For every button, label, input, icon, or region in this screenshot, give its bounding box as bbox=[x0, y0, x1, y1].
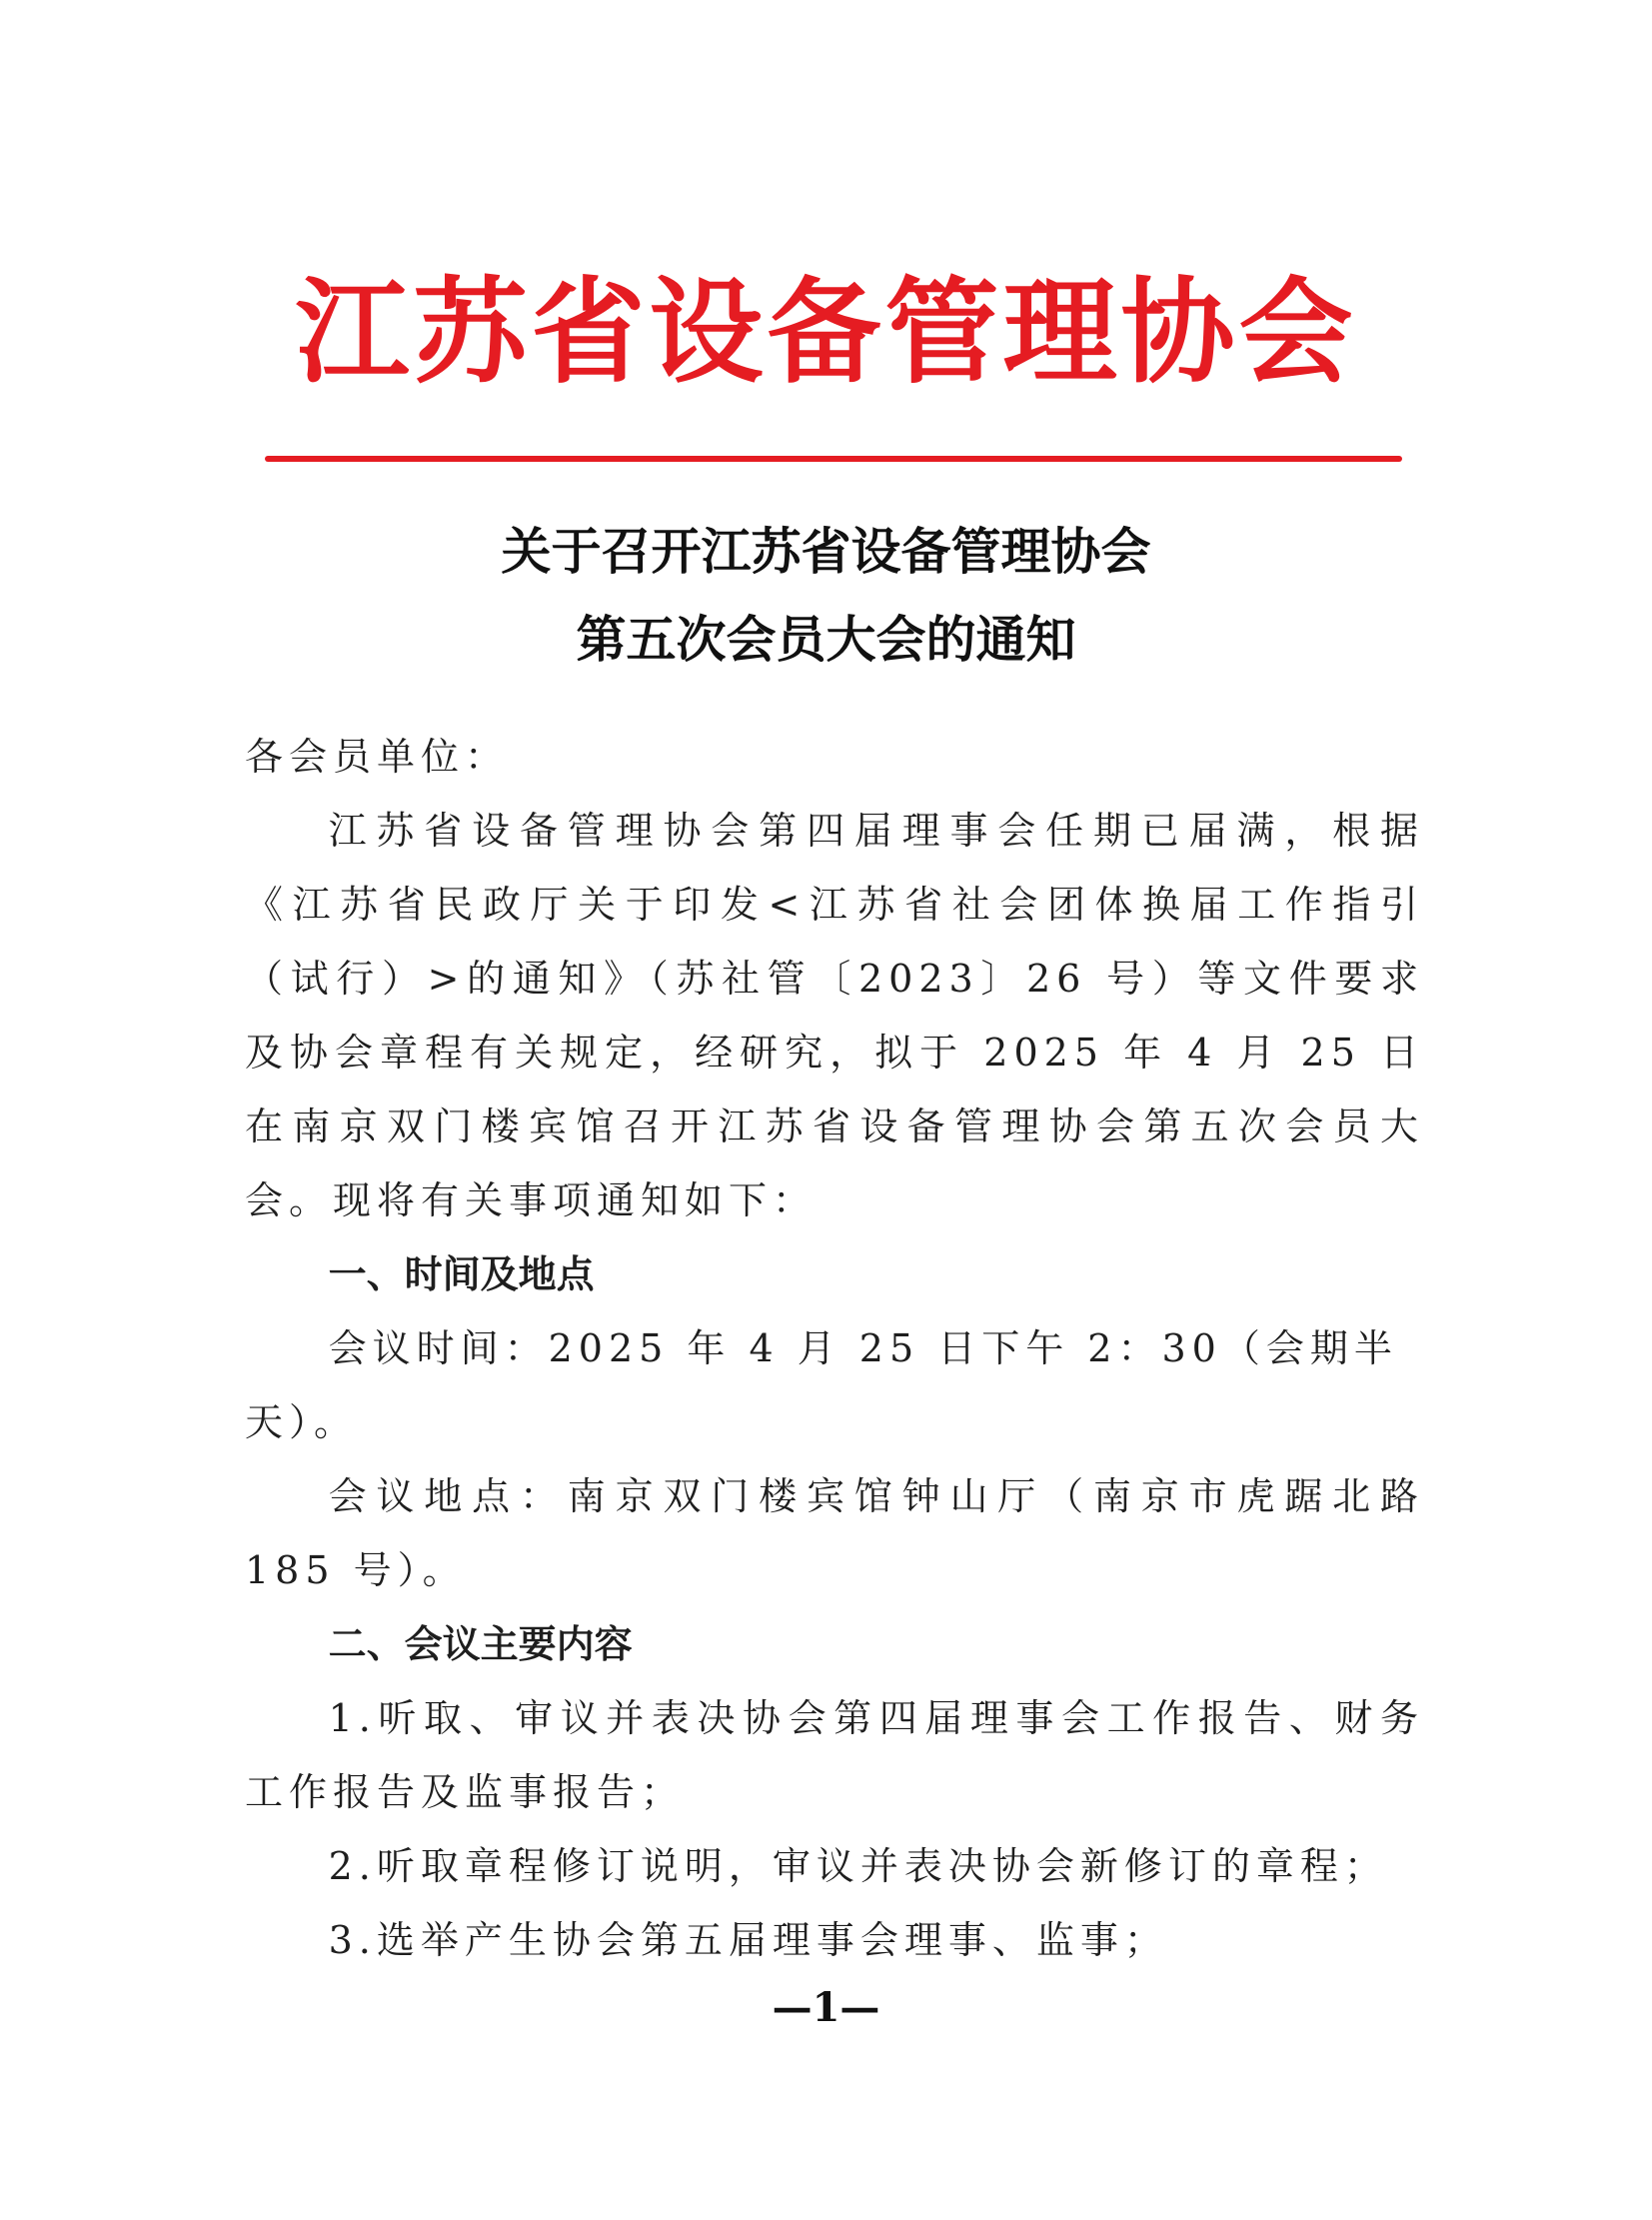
agenda-item-3: 3.选举产生协会第五届理事会理事、监事； bbox=[328, 1918, 1168, 1962]
meeting-time: 会议时间：2025 年 4 月 25 日下午 2：30（会期半天）。 bbox=[245, 1326, 1398, 1444]
letterhead-red-rule bbox=[265, 456, 1402, 462]
meeting-place: 会议地点：南京双门楼宾馆钟山厅（南京市虎踞北路 185 号）。 bbox=[245, 1474, 1424, 1592]
agenda-item-1: 1.听取、审议并表决协会第四届理事会工作报告、财务工作报告及监事报告； bbox=[245, 1696, 1424, 1814]
organization-letterhead: 江苏省设备管理协会 bbox=[295, 266, 1357, 399]
document-body bbox=[245, 720, 1424, 1977]
salutation: 各会员单位： bbox=[245, 735, 510, 779]
intro-paragraph: 江苏省设备管理协会第四届理事会任期已届满，根据《江苏省民政厅关于印发<江苏省社会团体换届工作指引（试行）>的通知》（苏社管〔2023〕26 号）等文件要求及协会章程有关规定，经研究，拟于 2025 年 4 月 25 日在南京双门楼宾馆召开江苏省设备管理协会第五次会员大会。现将有关事项通知如下： bbox=[245, 809, 1424, 1222]
section-1-heading: 一、时间及地点 bbox=[328, 1252, 595, 1296]
agenda-item-2: 2.听取章程修订说明，审议并表决协会新修订的章程； bbox=[328, 1844, 1388, 1888]
section-2-heading: 二、会议主要内容 bbox=[328, 1622, 633, 1666]
document-title-line-1: 关于召开江苏省设备管理协会 bbox=[501, 523, 1151, 581]
page-number: —1— bbox=[772, 1984, 880, 2031]
document-title-line-2: 第五次会员大会的通知 bbox=[576, 611, 1076, 669]
